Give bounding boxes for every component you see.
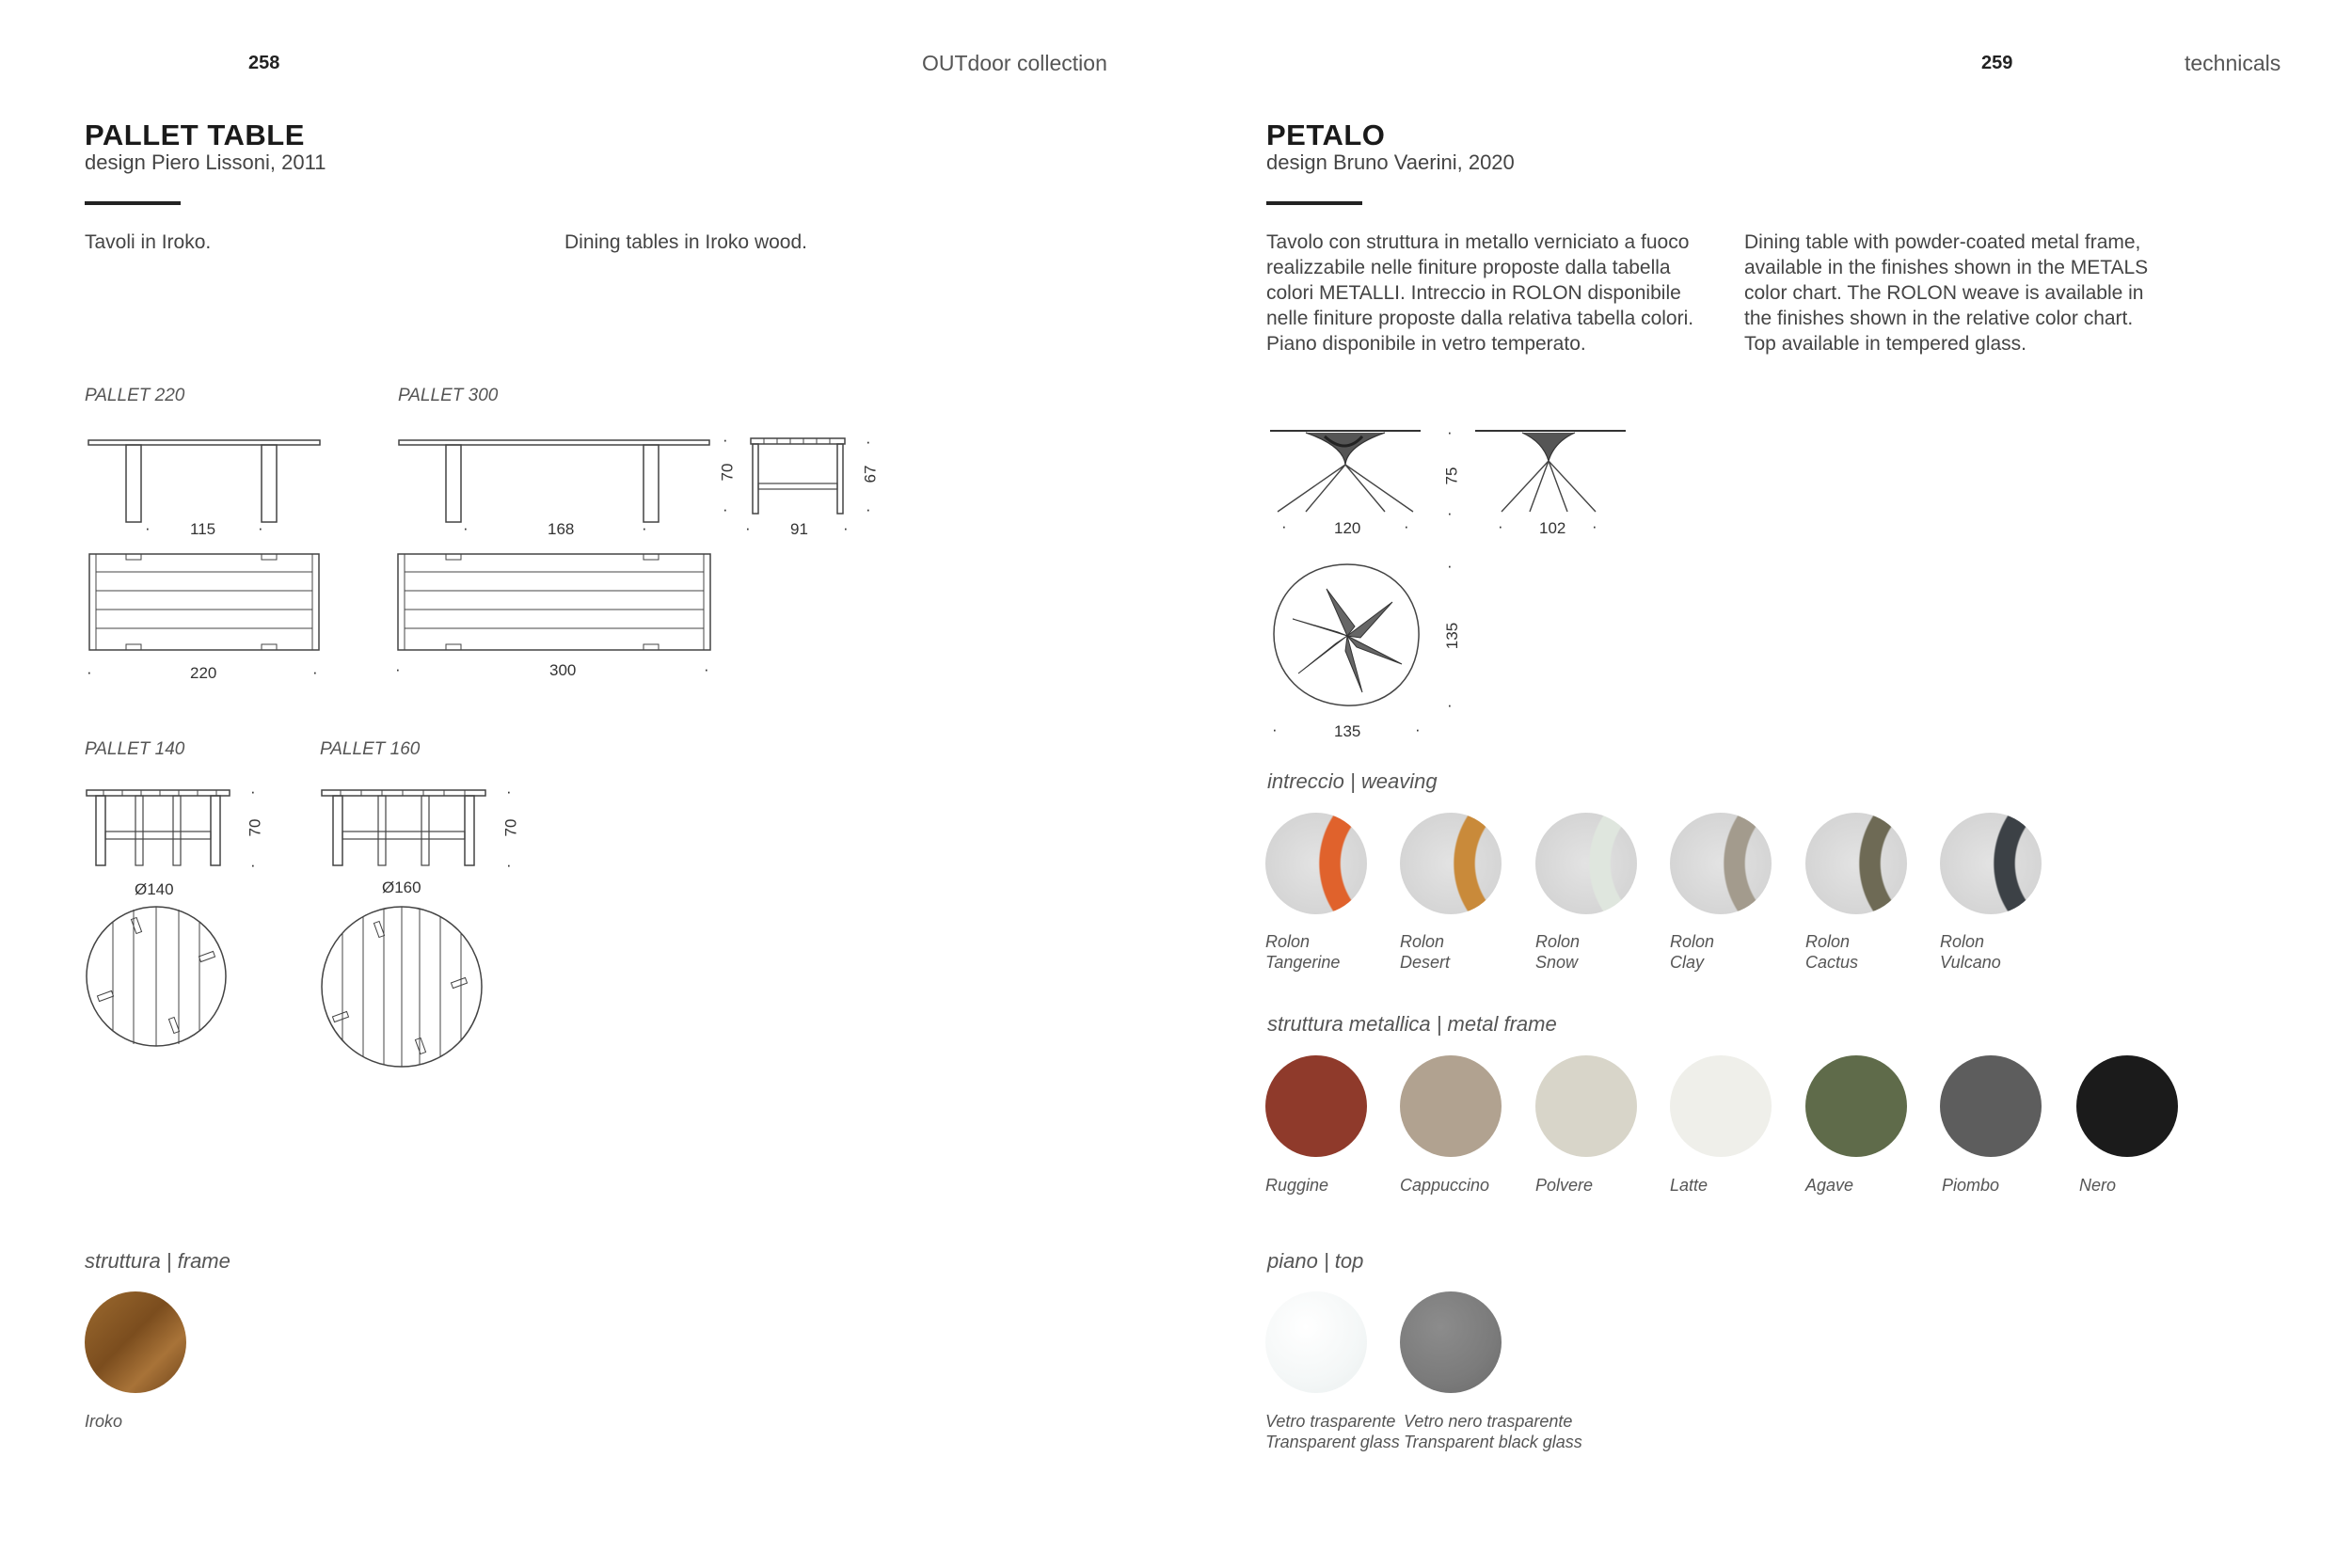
pallet-160-side-drawing [320, 788, 489, 873]
pallet-140-top-drawing [85, 905, 230, 1050]
page-number-left: 258 [248, 53, 280, 73]
dot: · [395, 660, 401, 678]
dot: · [866, 500, 871, 518]
dimension-pallet-220-legspan: 115 [190, 520, 216, 538]
designer-petalo: design Bruno Vaerini, 2020 [1266, 150, 1515, 174]
swatch-caption-transparent-glass [1265, 1411, 1400, 1452]
dimension-pallet-140-diameter: Ø140 [135, 880, 174, 898]
dimension-pallet-140-height: 70 [246, 818, 264, 837]
swatch-transparent-glass [1265, 1291, 1367, 1393]
petalo-side-drawing [1473, 427, 1629, 514]
dot: · [704, 660, 709, 678]
caption-line: Vulcano [1940, 953, 2001, 972]
model-label-pallet-220: PALLET 220 [85, 386, 185, 405]
dimension-pallet-height: 70 [718, 463, 737, 482]
desc-line: Piano disponibile in vetro temperato. [1266, 333, 1586, 355]
swatch-caption-rolon-cactus [1805, 931, 1858, 973]
pallet-140-side-drawing [85, 788, 235, 873]
section-header-technicals: technicals [2185, 51, 2281, 75]
caption-line: Clay [1670, 953, 1705, 972]
dimension-pallet-side-height: 67 [861, 465, 880, 483]
dot: · [506, 783, 512, 800]
swatch-caption-piombo: Piombo [1942, 1176, 2000, 1195]
section-label-weaving: intreccio | weaving [1267, 769, 1438, 793]
caption-line: Rolon [1805, 932, 1851, 951]
caption-line: Snow [1535, 953, 1579, 972]
swatch-caption-agave: Agave [1805, 1176, 1854, 1195]
swatch-nero [2076, 1055, 2178, 1157]
dot: · [723, 431, 728, 449]
desc-it-petalo [1266, 230, 1718, 356]
desc-line: Dining table with powder-coated metal frame, [1744, 231, 2141, 253]
dimension-petalo-side-width: 102 [1539, 519, 1566, 537]
caption-line: Desert [1400, 953, 1451, 972]
model-label-pallet-300: PALLET 300 [398, 386, 499, 405]
swatch-agave [1805, 1055, 1907, 1157]
desc-line: Top available in tempered glass. [1744, 333, 2027, 355]
desc-en-petalo [1744, 230, 2186, 356]
dot: · [1281, 517, 1287, 535]
swatch-caption-rolon-snow [1535, 931, 1580, 973]
swatch-rolon-desert [1400, 813, 1502, 914]
section-label-frame: struttura | frame [85, 1249, 230, 1273]
swatch-caption-cappuccino: Cappuccino [1400, 1176, 1490, 1195]
dimension-pallet-300-length: 300 [549, 661, 577, 679]
caption-line: Tangerine [1265, 953, 1341, 972]
caption-line: Rolon [1670, 932, 1715, 951]
dot: · [843, 519, 849, 537]
dimension-pallet-300-legspan: 168 [548, 520, 575, 538]
dot: · [145, 519, 151, 537]
designer-pallet: design Piero Lissoni, 2011 [85, 150, 326, 174]
pallet-side-view-drawing [749, 436, 852, 515]
dot: · [1404, 517, 1409, 535]
desc-line: the finishes shown in the relative color chart. [1744, 308, 2134, 329]
dot: · [1447, 504, 1453, 522]
pallet-160-top-drawing [320, 905, 485, 1070]
desc-line: realizzabile nelle finiture proposte dalla tabella [1266, 257, 1671, 278]
swatch-caption-rolon-clay [1670, 931, 1714, 973]
dimension-pallet-side-depth: 91 [790, 520, 808, 538]
product-title-pallet: PALLET TABLE [85, 119, 305, 151]
section-label-top: piano | top [1267, 1249, 1364, 1273]
swatch-caption-iroko: Iroko [85, 1412, 123, 1431]
dot: · [463, 519, 469, 537]
swatch-rolon-clay [1670, 813, 1772, 914]
dot: · [1498, 517, 1503, 535]
desc-en-pallet: Dining tables in Iroko wood. [564, 231, 807, 253]
caption-line: Vetro nero trasparente [1404, 1412, 1573, 1431]
desc-line: available in the finishes shown in the METALS [1744, 257, 2149, 278]
dot: · [258, 519, 263, 537]
desc-line: color chart. The ROLON weave is available in [1744, 282, 2144, 304]
swatch-caption-ruggine: Ruggine [1265, 1176, 1329, 1195]
swatch-caption-rolon-tangerine [1265, 931, 1340, 973]
dimension-pallet-160-height: 70 [501, 818, 520, 837]
dot: · [1447, 423, 1453, 441]
caption-line: Transparent glass [1265, 1433, 1400, 1451]
dot: · [1272, 721, 1278, 738]
pallet-300-top-drawing [397, 553, 717, 655]
dot: · [312, 663, 318, 681]
dot: · [1592, 517, 1597, 535]
swatch-caption-rolon-vulcano [1940, 931, 2001, 973]
swatch-transparent-black-glass [1400, 1291, 1502, 1393]
caption-line: Cactus [1805, 953, 1859, 972]
dimension-petalo-height: 75 [1442, 467, 1461, 485]
swatch-caption-polvere: Polvere [1535, 1176, 1594, 1195]
dimension-petalo-front-width: 120 [1334, 519, 1361, 537]
dot: · [642, 519, 647, 537]
caption-line: Rolon [1265, 932, 1311, 951]
dot: · [1447, 557, 1453, 575]
dot: · [1415, 721, 1421, 738]
dot: · [250, 856, 256, 874]
product-title-petalo: PETALO [1266, 119, 1386, 151]
model-label-pallet-140: PALLET 140 [85, 739, 185, 759]
caption-line: Transparent black glass [1404, 1433, 1582, 1451]
dimension-petalo-top-width: 135 [1334, 722, 1361, 740]
dot: · [250, 783, 256, 800]
dimension-petalo-top-depth: 135 [1443, 622, 1462, 650]
swatch-rolon-vulcano [1940, 813, 2042, 914]
swatch-caption-rolon-desert [1400, 931, 1450, 973]
swatch-rolon-cactus [1805, 813, 1907, 914]
swatch-caption-latte: Latte [1670, 1176, 1708, 1195]
pallet-220-top-drawing [88, 553, 324, 655]
dot: · [745, 519, 751, 537]
collection-header: OUTdoor collection [922, 51, 1107, 75]
swatch-caption-transparent-black-glass [1404, 1411, 1582, 1452]
desc-it-pallet: Tavoli in Iroko. [85, 231, 212, 253]
page-number-right: 259 [1981, 53, 2013, 73]
dot: · [87, 663, 92, 681]
swatch-rolon-snow [1535, 813, 1637, 914]
dot: · [723, 500, 728, 518]
swatch-caption-nero: Nero [2079, 1176, 2117, 1195]
swatch-rolon-tangerine [1265, 813, 1367, 914]
caption-line: Rolon [1400, 932, 1445, 951]
swatch-latte [1670, 1055, 1772, 1157]
section-label-metal-frame: struttura metallica | metal frame [1267, 1012, 1557, 1036]
dimension-pallet-160-diameter: Ø160 [382, 879, 421, 896]
caption-line: Rolon [1535, 932, 1581, 951]
swatch-iroko [85, 1291, 186, 1393]
desc-line: colori METALLI. Intreccio in ROLON disponibile [1266, 282, 1681, 304]
dot: · [1447, 696, 1453, 714]
swatch-polvere [1535, 1055, 1637, 1157]
swatch-cappuccino [1400, 1055, 1502, 1157]
petalo-front-drawing [1268, 427, 1424, 514]
dot: · [866, 433, 871, 451]
petalo-top-drawing [1270, 561, 1424, 711]
model-label-pallet-160: PALLET 160 [320, 739, 421, 759]
desc-line: nelle finiture proposte dalla relativa tabella colori. [1266, 308, 1694, 329]
title-rule-right [1266, 201, 1362, 205]
dimension-pallet-220-length: 220 [190, 664, 217, 682]
swatch-piombo [1940, 1055, 2042, 1157]
caption-line: Rolon [1940, 932, 1985, 951]
swatch-ruggine [1265, 1055, 1367, 1157]
title-rule-left [85, 201, 181, 205]
caption-line: Vetro trasparente [1265, 1412, 1396, 1431]
desc-line: Tavolo con struttura in metallo verniciato a fuoco [1266, 231, 1690, 253]
dot: · [506, 856, 512, 874]
